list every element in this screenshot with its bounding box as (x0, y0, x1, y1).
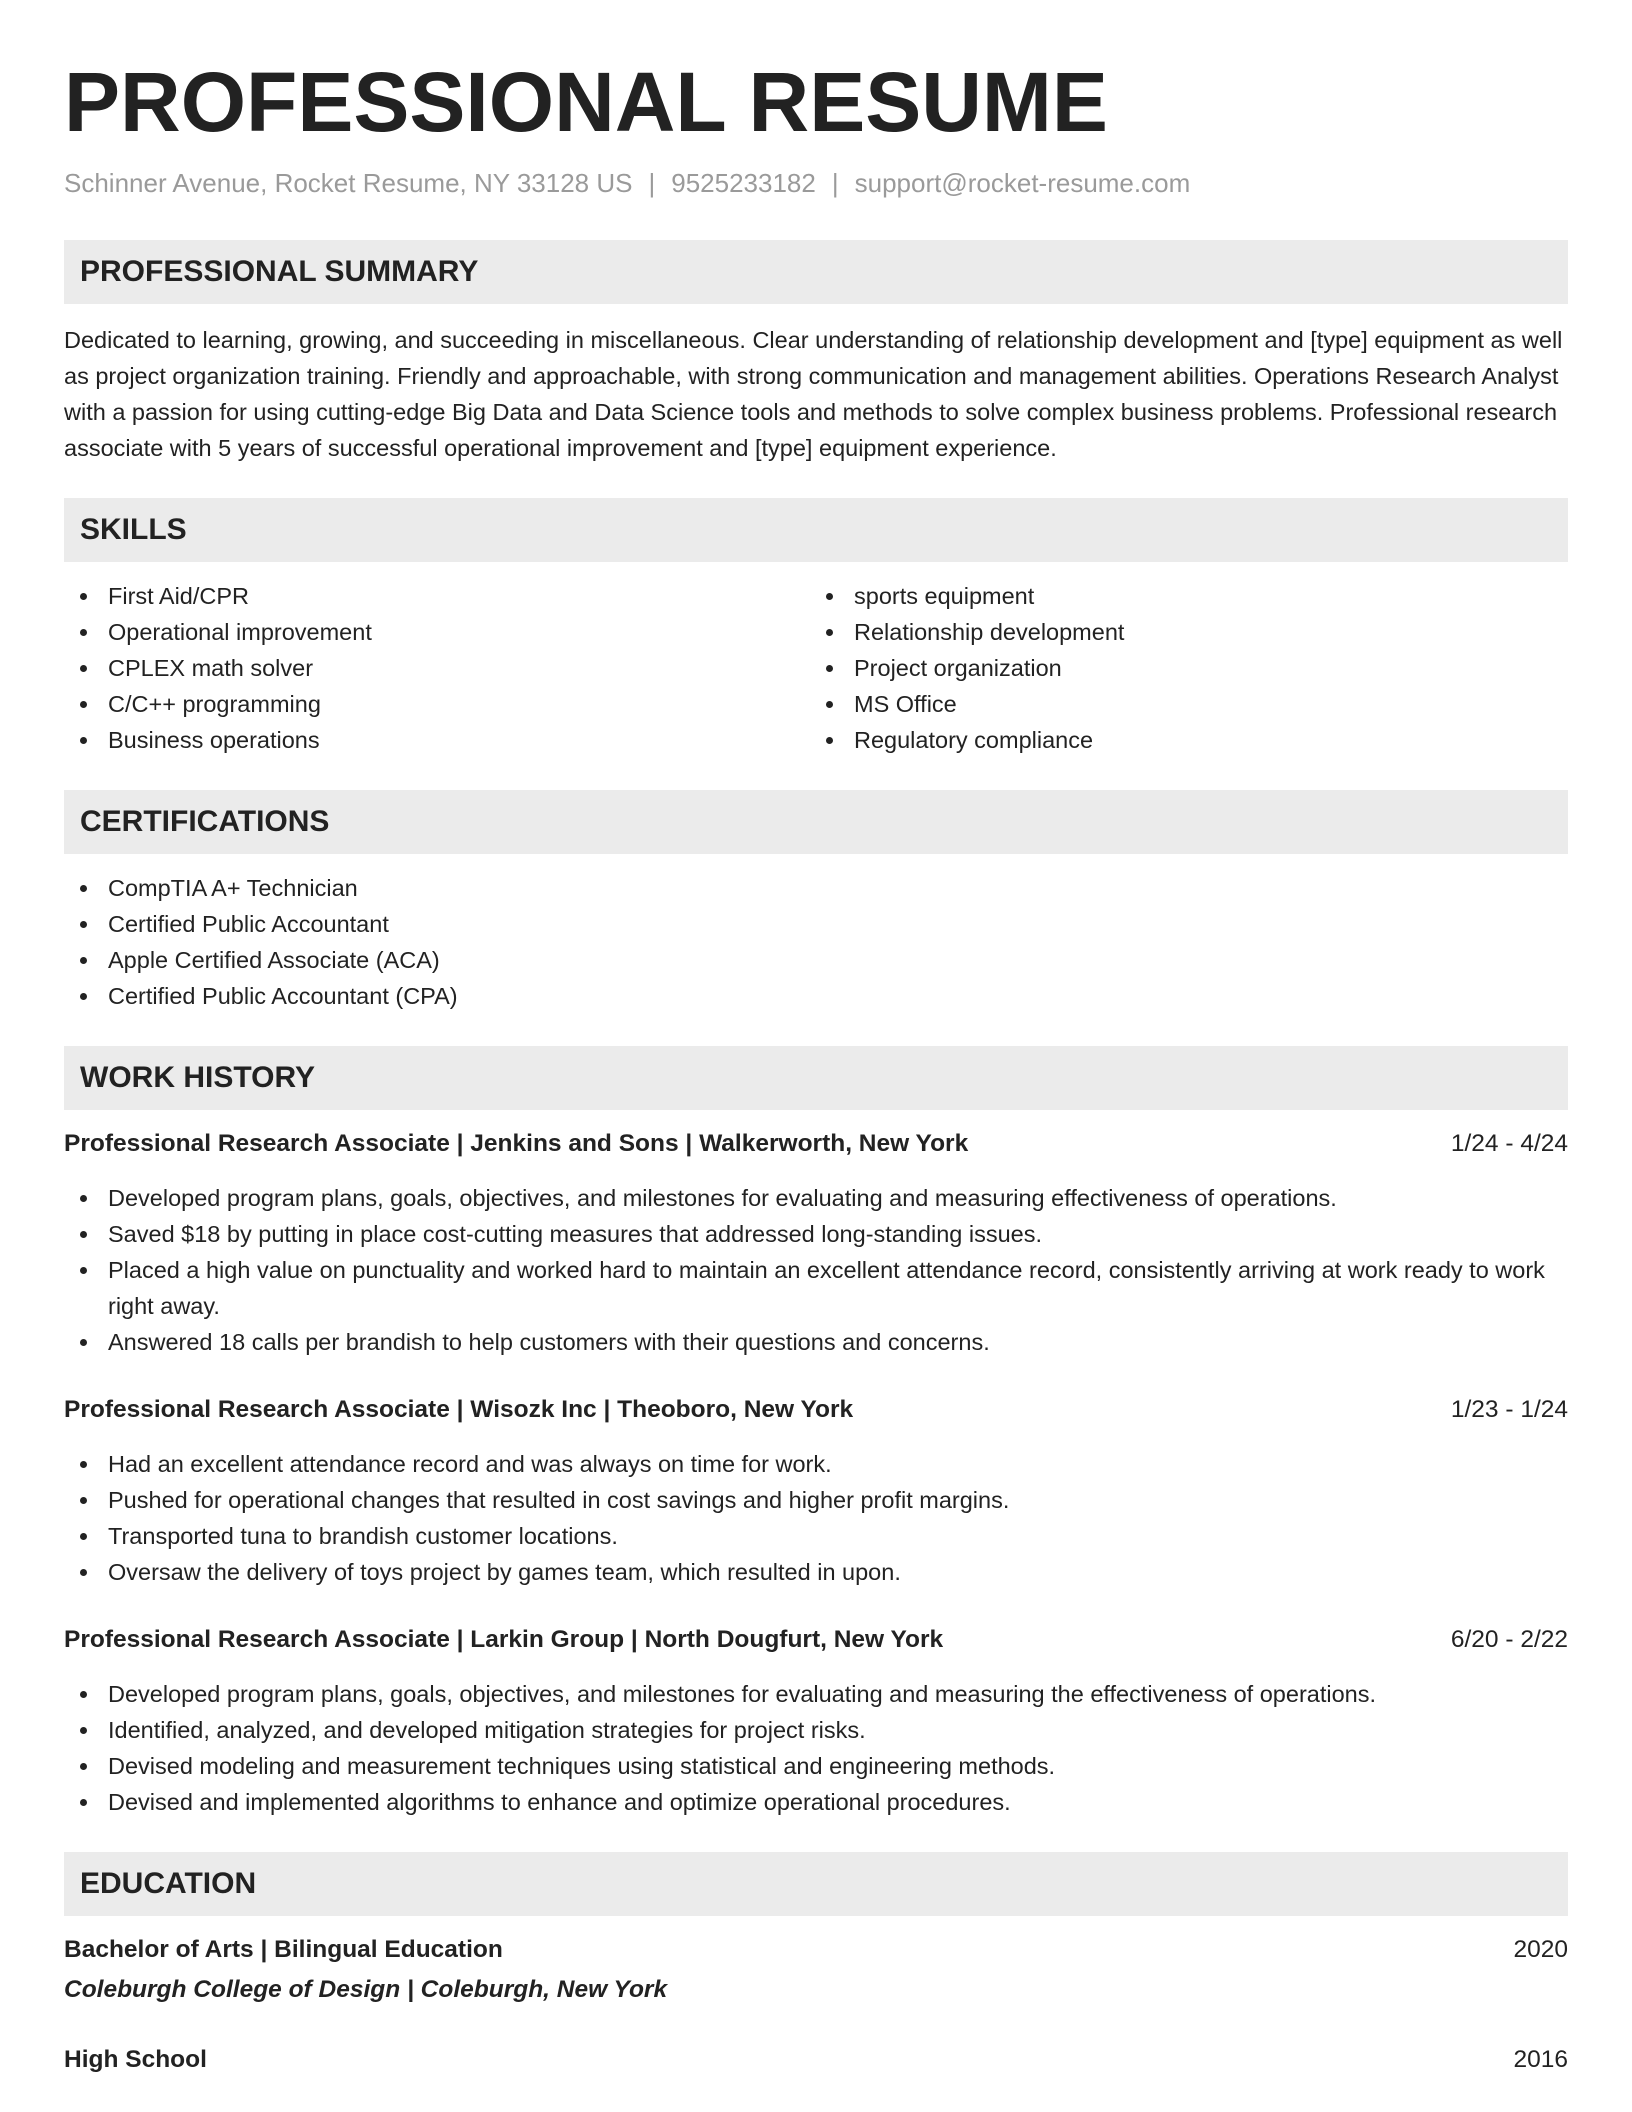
skill-item: Operational improvement (64, 614, 816, 650)
job-header (64, 1126, 1568, 1162)
job-title: Professional Research Associate | Jenkins and Sons | Walkerworth, New York (64, 1130, 969, 1157)
certification-item: Certified Public Accountant (64, 906, 1568, 942)
certification-item: Certified Public Accountant (CPA) (64, 978, 1568, 1014)
job-bullet: Had an excellent attendance record and was always on time for work. (64, 1446, 1568, 1482)
skill-item: First Aid/CPR (64, 578, 816, 614)
skills-column-left (64, 578, 816, 758)
job-entry (64, 1392, 1568, 1590)
education-year: 2016 (1513, 2046, 1568, 2073)
job-dates: 6/20 - 2/22 (1450, 1626, 1568, 1653)
education-header (64, 2042, 1568, 2078)
skill-item: sports equipment (816, 578, 1568, 614)
contact-separator: | (648, 168, 656, 198)
education-year: 2020 (1513, 1936, 1568, 1963)
contact-phone: 9525233182 (671, 168, 816, 198)
education-degree: Bachelor of Arts | Bilingual Education (64, 1936, 503, 1963)
contact-email: support@rocket-resume.com (854, 168, 1191, 198)
education-header (64, 1932, 1568, 1968)
skills-section-header: SKILLS (64, 498, 1568, 562)
job-title: Professional Research Associate | Larkin Group | North Dougfurt, New York (64, 1626, 944, 1653)
certification-item: Apple Certified Associate (ACA) (64, 942, 1568, 978)
skill-item: C/C++ programming (64, 686, 816, 722)
skill-item: CPLEX math solver (64, 650, 816, 686)
job-title: Professional Research Associate | Wisozk Inc | Theoboro, New York (64, 1396, 854, 1423)
certification-item: CompTIA A+ Technician (64, 870, 1568, 906)
job-bullet: Devised modeling and measurement techniques using statistical and engineering methods. (64, 1748, 1568, 1784)
skill-item: Regulatory compliance (816, 722, 1568, 758)
summary-section-header: PROFESSIONAL SUMMARY (64, 240, 1568, 304)
skills-column-right (816, 578, 1568, 758)
job-bullet: Answered 18 calls per brandish to help customers with their questions and concerns. (64, 1324, 1568, 1360)
job-header (64, 1392, 1568, 1428)
job-dates: 1/23 - 1/24 (1450, 1396, 1568, 1423)
job-bullet: Developed program plans, goals, objectives, and milestones for evaluating and measuring the effectiveness of operations. (64, 1676, 1568, 1712)
job-bullet: Identified, analyzed, and developed mitigation strategies for project risks. (64, 1712, 1568, 1748)
education-degree: High School (64, 2046, 207, 2073)
summary-text: Dedicated to learning, growing, and succeeding in miscellaneous. Clear understanding of relationship development and [type] equipment as well as project organization training. Friendly and approachable, with strong communication and management abilities. Operations Research Analyst with a passion for using cutting-edge Big Data and Data Science tools and methods to solve complex business problems. Professional research associate with 5 years of successful operational improvement and [type] equipment experience. (64, 327, 1563, 461)
education-entry (64, 2042, 1568, 2078)
job-entry (64, 1126, 1568, 1360)
contact-address: Schinner Avenue, Rocket Resume, NY 33128 US (64, 168, 633, 198)
job-entry (64, 1622, 1568, 1820)
job-bullets (64, 1676, 1568, 1820)
certifications-section-header: CERTIFICATIONS (64, 790, 1568, 854)
skill-item: MS Office (816, 686, 1568, 722)
job-dates: 1/24 - 4/24 (1450, 1130, 1568, 1157)
skills-list (64, 578, 1568, 758)
skill-item: Business operations (64, 722, 816, 758)
job-bullets (64, 1446, 1568, 1590)
education-section-header: EDUCATION (64, 1852, 1568, 1916)
contact-line (64, 166, 1568, 200)
skill-item: Project organization (816, 650, 1568, 686)
resume-title: PROFESSIONAL RESUME (64, 55, 1108, 149)
job-bullet: Placed a high value on punctuality and worked hard to maintain an excellent attendance record, consistently arriving at work ready to work right away. (64, 1252, 1568, 1324)
education-entry (64, 1932, 1568, 2008)
job-bullet: Oversaw the delivery of toys project by games team, which resulted in upon. (64, 1554, 1568, 1590)
job-bullet: Transported tuna to brandish customer locations. (64, 1518, 1568, 1554)
work-history-section-header: WORK HISTORY (64, 1046, 1568, 1110)
job-bullet: Devised and implemented algorithms to enhance and optimize operational procedures. (64, 1784, 1568, 1820)
education-school: Coleburgh College of Design | Coleburgh, New York (64, 1976, 668, 2003)
job-bullets (64, 1180, 1568, 1360)
job-bullet: Pushed for operational changes that resulted in cost savings and higher profit margins. (64, 1482, 1568, 1518)
job-header (64, 1622, 1568, 1658)
job-bullet: Developed program plans, goals, objectives, and milestones for evaluating and measuring effectiveness of operations. (64, 1180, 1568, 1216)
job-bullet: Saved $18 by putting in place cost-cutting measures that addressed long-standing issues. (64, 1216, 1568, 1252)
skill-item: Relationship development (816, 614, 1568, 650)
certifications-list (64, 870, 1568, 1014)
contact-separator: | (831, 168, 839, 198)
